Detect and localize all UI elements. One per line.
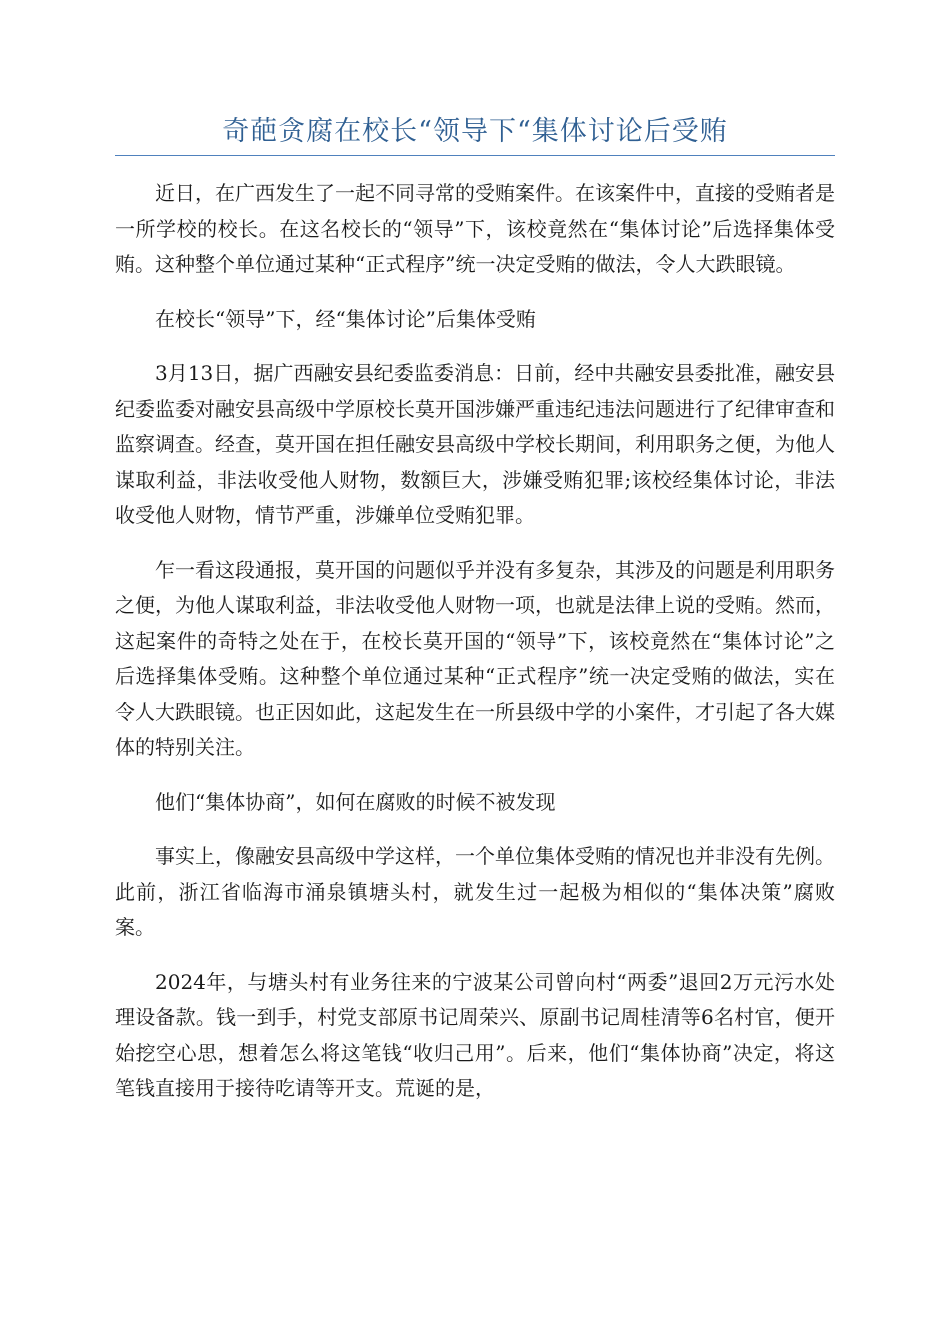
section-heading-2: 他们“集体协商”，如何在腐败的时候不被发现 <box>155 789 556 814</box>
paragraph-case-detail: 2024年，与塘头村有业务往来的宁波某公司曾向村“两委”退回2万元污水处理设备款。钱一到手，村党支部原书记周荣兴、原副书记周桂清等6名村官，便开始挖空心思，想着怎么将这笔钱“收归己用”。后来，他们“集体协商”决定，将这笔钱直接用于接待吃请等开支。荒诞的是， <box>115 969 835 1100</box>
paragraph-report: 3月13日，据广西融安县纪委监委消息：日前，经中共融安县委批准，融安县纪委监委对融安县高级中学原校长莫开国涉嫌严重违纪违法问题进行了纪律审查和监察调查。经查，莫开国在担任融安县高级中学校长期间，利用职务之便，为他人谋取利益，非法收受他人财物，数额巨大，涉嫌受贿犯罪;该校经集体讨论，非法收受他人财物，情节严重，涉嫌单位受贿犯罪。 <box>115 361 835 527</box>
document-body <box>115 176 835 1126</box>
paragraph-precedent: 事实上，像融安县高级中学这样，一个单位集体受贿的情况也并非没有先例。此前，浙江省临海市涌泉镇塘头村，就发生过一起极为相似的“集体决策”腐败案。 <box>115 844 835 939</box>
document-title: 奇葩贪腐在校长“领导下“集体讨论后受贿 <box>222 116 728 147</box>
paragraph-analysis: 乍一看这段通报，莫开国的问题似乎并没有多复杂，其涉及的问题是利用职务之便，为他人谋取利益，非法收受他人财物一项，也就是法律上说的受贿。然而，这起案件的奇特之处在于，在校长莫开国的“领导”下，该校竟然在“集体讨论”之后选择集体受贿。这种整个单位通过某种“正式程序”统一决定受贿的做法，实在令人大跌眼镜。也正因如此，这起发生在一所县级中学的小案件，才引起了各大媒体的特别关注。 <box>115 557 835 759</box>
paragraph-intro: 近日，在广西发生了一起不同寻常的受贿案件。在该案件中，直接的受贿者是一所学校的校长。在这名校长的“领导”下，该校竟然在“集体讨论”后选择集体受贿。这种整个单位通过某种“正式程序”统一决定受贿的做法，令人大跌眼镜。 <box>115 181 835 276</box>
section-heading-1: 在校长“领导”下，经“集体讨论”后集体受贿 <box>155 306 536 331</box>
title-underline <box>115 155 835 156</box>
